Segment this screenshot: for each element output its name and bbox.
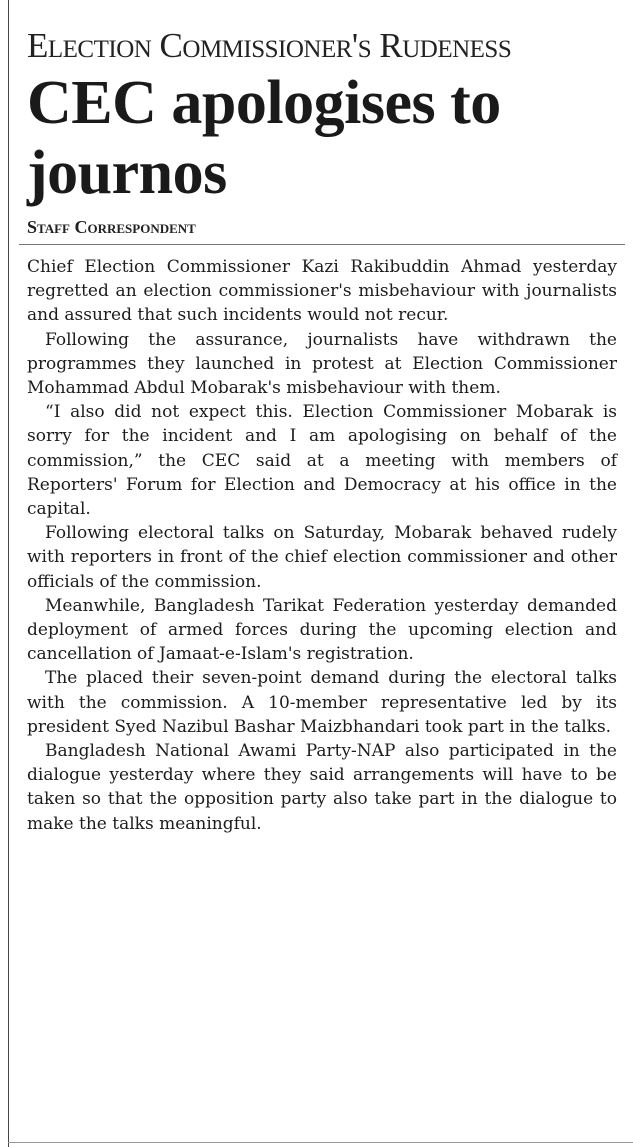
article-paragraph: Bangladesh National Awami Party-NAP also participated in the dialogue yesterday where they said arrangements will have to be taken so that the opposition party also take part in the dialogue to make the talks meaningful. (27, 741, 617, 834)
article-paragraph: Chief Election Commissioner Kazi Rakibuddin Ahmad yesterday regretted an election commissioner's misbehaviour with journalists and assured that such incidents would not recur. (27, 257, 617, 326)
article-paragraph: The placed their seven-point demand during the electoral talks with the commission. A 10-member representative led by its president Syed Nazibul Bashar Maizbhandari took part in the talks. (27, 668, 617, 737)
byline-divider (19, 244, 625, 245)
article (27, 26, 617, 836)
column-rule-left (8, 0, 9, 1147)
article-paragraph: Meanwhile, Bangladesh Tarikat Federation yesterday demanded deployment of armed forces during the upcoming election and cancellation of Jamaat-e-Islam's registration. (27, 595, 617, 665)
article-paragraph: “I also did not expect this. Election Commissioner Mobarak is sorry for the incident and I am apologising on behalf of the commission,” the CEC said at a meeting with members of Reporters' Forum for Election and Democracy at his office in the capital. (27, 402, 617, 520)
article-paragraph: Following the assurance, journalists have withdrawn the programmes they launched in protest at Election Commissioner Mohammad Abdul Mobarak's misbehaviour with them. (27, 329, 617, 399)
article-body (27, 255, 617, 836)
bottom-divider (8, 1142, 633, 1143)
article-paragraph: Following electoral talks on Saturday, Mobarak behaved rudely with reporters in front of the chief election commissioner and other officials of the commission. (27, 523, 617, 592)
article-headline: CEC apologises to journos (27, 69, 501, 207)
article-byline: Staff Correspondent (27, 217, 196, 237)
article-kicker: Election Commissioner's Rudeness (27, 26, 512, 65)
